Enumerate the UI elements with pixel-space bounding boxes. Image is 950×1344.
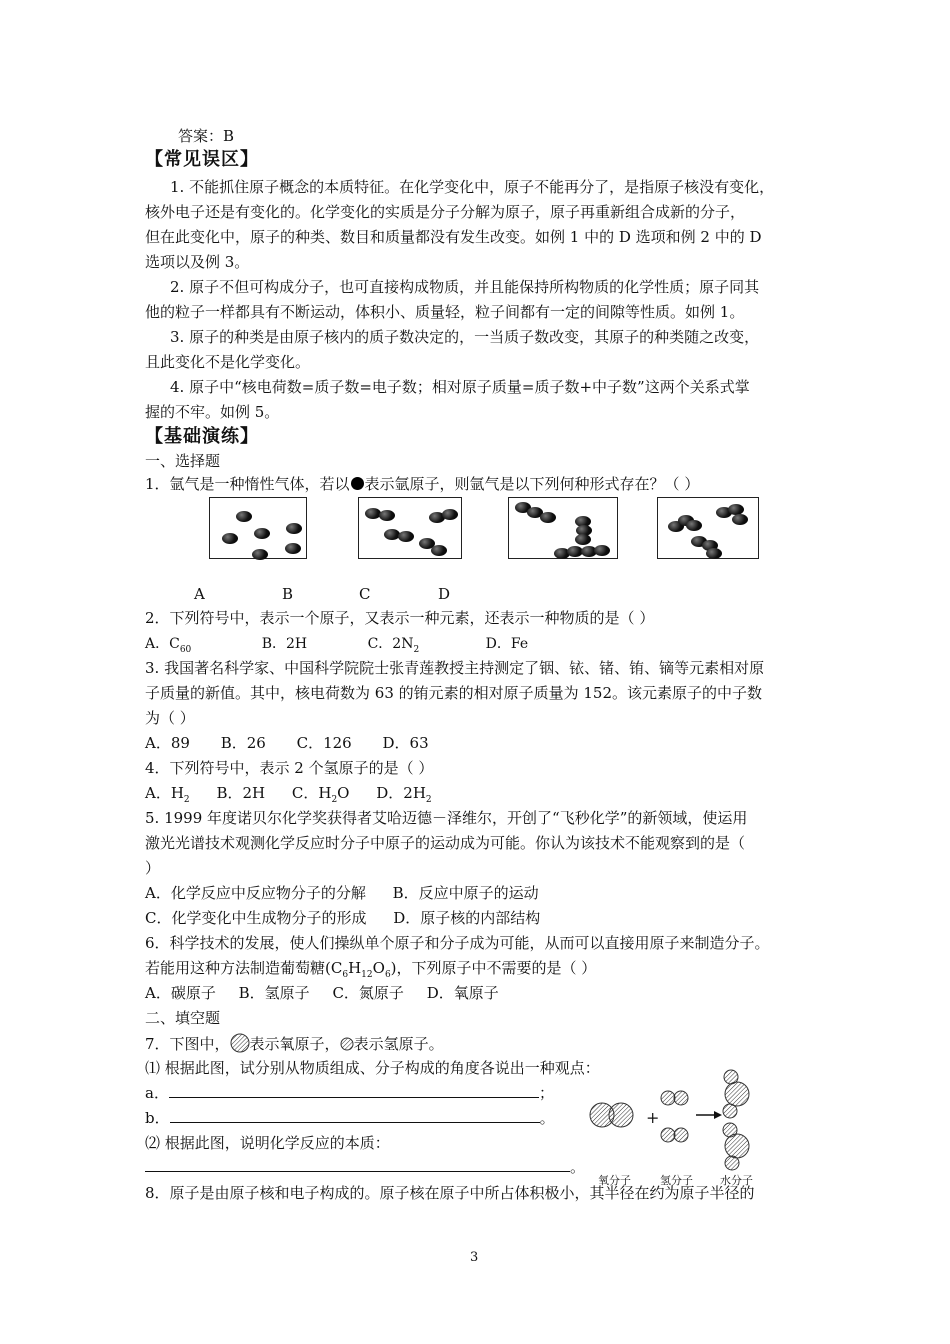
oxygen-atom-icon (230, 1033, 250, 1053)
q4-options: A．$H_2$ B．2H C．$H_2O$ D．$2H_2$ (145, 784, 432, 805)
question-4: 4．下列符号中，表示 2 个氢原子的是（ ） (145, 759, 434, 777)
answer-line: 答案：B (178, 127, 235, 145)
page-number: 3 (470, 1250, 479, 1265)
oxygen-molecule (590, 1103, 633, 1127)
question-1: 1．氩气是一种惰性气体，若以 表示氩原子，则氩气是以下列何种形式存在？（ ） (145, 475, 700, 493)
answer-blank-b[interactable] (170, 1108, 540, 1123)
q7-answer-essence: 。 (145, 1157, 585, 1177)
question-3: 子质量的新值。其中，核电荷数为 63 的铕元素的相对原子质量为 152。该元素原子的中子数 (145, 684, 763, 702)
hydrogen-molecule-1 (661, 1091, 688, 1105)
part-heading-choice: 一、选择题 (145, 452, 221, 470)
mistake-line: 1. 不能抓住原子概念的本质特征。在化学变化中，原子不能再分了，是指原子核没有变化， (170, 178, 775, 196)
question-5: 激光光谱技术观测化学反应时分子中原子的运动成为可能。你认为该技术不能观察到的是（ (145, 834, 746, 852)
option-label-c: C (359, 585, 371, 603)
section-title-mistakes: 【常见误区】 (145, 149, 259, 170)
q7-subquestion-1: ⑴ 根据此图，试分别从物质组成、分子构成的角度各说出一种观点： (145, 1059, 600, 1077)
label-hydrogen-molecule: 氢分子 (660, 1174, 693, 1187)
question-8: 8．原子是由原子核和电子构成的。原子核在原子中所占体积极小，其半径在约为原子半径的 (145, 1184, 755, 1202)
mistake-line: 他的粒子一样都具有不断运动，体积小、质量轻，粒子间都有一定的间隙等性质。如例 1。 (145, 303, 745, 321)
label-water-molecule: 水分子 (720, 1174, 753, 1187)
question-6: 若能用这种方法制造葡萄糖$(C_6H_{12}O_6)$，下列原子中不需要的是（ ） (145, 959, 597, 980)
q5-options-cd: C．化学变化中生成物分子的形成 D．原子核的内部结构 (145, 909, 541, 927)
question-7: 7．下图中， 表示氧原子， 表示氢原子。 (145, 1035, 444, 1053)
q6-options: A．碳原子 B．氢原子 C．氮原子 D．氧原子 (145, 984, 499, 1002)
q7-answer-a: a． ； (145, 1084, 554, 1102)
figure-box-c (508, 497, 618, 559)
mistake-line: 核外电子还是有变化的。化学变化的实质是分子分解为原子，原子再重新组合成新的分子， (145, 203, 746, 221)
q3-options: A．89 B．26 C．126 D．63 (145, 734, 429, 752)
mistake-line: 但在此变化中，原子的种类、数目和质量都没有发生改变。如例 1 中的 D 选项和例 2 中的 D (145, 228, 762, 246)
question-3: 为（ ） (145, 709, 195, 727)
option-label-b: B (282, 585, 294, 603)
figure-box-b (358, 497, 462, 559)
water-molecule-2 (723, 1123, 749, 1170)
mistake-line: 3. 原子的种类是由原子核内的质子数决定的，一当质子数改变，其原子的种类随之改变， (170, 328, 760, 346)
question-2: 2．下列符号中，表示一个原子，又表示一种元素，还表示一种物质的是（ ） (145, 609, 655, 627)
question-3: 3. 我国著名科学家、中国科学院院士张青莲教授主持测定了铟、铱、锗、铕、镝等元素相对原 (145, 659, 765, 677)
black-dot-icon (351, 477, 364, 490)
figure-box-a (209, 497, 307, 559)
question-5: 5. 1999 年度诺贝尔化学奖获得者艾哈迈德－泽维尔，开创了“飞秒化学”的新领域，使运用 (145, 809, 748, 827)
q7-subquestion-2: ⑵ 根据此图，说明化学反应的本质： (145, 1134, 390, 1152)
mistake-line: 握的不牢。如例 5。 (145, 403, 280, 421)
figure-box-d (657, 497, 759, 559)
label-oxygen-molecule: 氧分子 (598, 1174, 631, 1187)
part-heading-fill: 二、填空题 (145, 1009, 221, 1027)
option-label-a: A (194, 585, 205, 603)
hydrogen-atom-icon (340, 1037, 354, 1051)
mistake-line: 选项以及例 3。 (145, 253, 250, 271)
question-6: 6．科学技术的发展，使人们操纵单个原子和分子成为可能，从而可以直接用原子来制造分子。 (145, 934, 770, 952)
q7-answer-b: b． 。 (145, 1109, 555, 1127)
water-molecule-1 (723, 1070, 749, 1118)
q2-options: A．$C_{60}$ B．2H C．$2N_2$ D．Fe (145, 636, 529, 655)
reaction-figure (582, 1068, 782, 1188)
answer-blank-a[interactable] (169, 1083, 539, 1098)
arrow-icon (696, 1111, 722, 1119)
question-5: ） (145, 859, 161, 877)
section-title-practice: 【基础演练】 (145, 426, 259, 447)
mistake-line: 且此变化不是化学变化。 (145, 353, 311, 371)
q5-options-ab: A．化学反应中反应物分子的分解 B．反应中原子的运动 (145, 884, 539, 902)
plus-sign: + (646, 1108, 660, 1127)
hydrogen-molecule-2 (661, 1128, 688, 1142)
mistake-line: 4. 原子中“核电荷数=质子数=电子数；相对原子质量=质子数+中子数”这两个关系式掌 (170, 378, 750, 396)
answer-blank-essence[interactable] (145, 1157, 570, 1172)
mistake-line: 2. 原子不但可构成分子，也可直接构成物质，并且能保持所构物质的化学性质；原子同其 (170, 278, 760, 296)
option-label-d: D (438, 585, 451, 603)
